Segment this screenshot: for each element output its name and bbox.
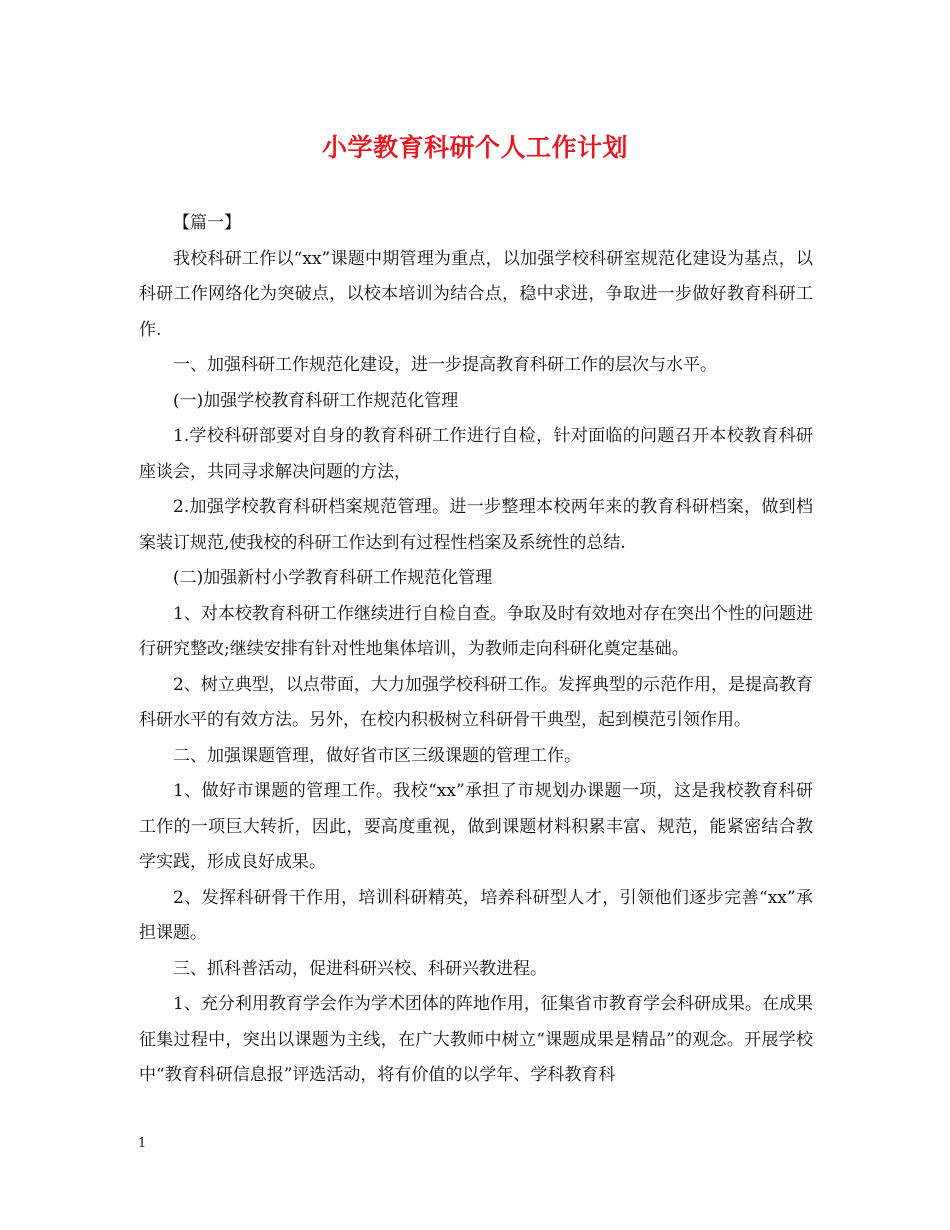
paragraph-subheading-2: (二)加强新村小学教育科研工作规范化管理 [173,568,493,588]
document-title: 小学教育科研个人工作计划 [321,133,628,162]
paragraph-subheading-1: (一)加强学校教育科研工作规范化管理 [173,390,459,411]
paragraph-heading-3: 三、抓科普活动，促进科研兴校、科研兴教进程。 [173,958,547,979]
paragraph: 1、充分利用教育学会作为学术团体的阵地作用，征集省市教育学会科研成果。在成果征集过程中，突出以课题为主线，在广大教师中树立“课题成果是精品”的观念。开展学校中“教育科研信息报”评选活动，将有价值的以学年、学科教育科 [139,994,813,1085]
paragraph: 1、对本校教育科研工作继续进行自检自查。争取及时有效地对存在突出个性的问题进行研究整改;继续安排有针对性地集体培训，为教师走向科研化奠定基础。 [139,603,813,659]
paragraph: 2.加强学校教育科研档案规范管理。进一步整理本校两年来的教育科研档案，做到档案装订规范,使我校的科研工作达到有过程性档案及系统性的总结. [139,497,813,553]
paragraph-heading-1: 一、加强科研工作规范化建设，进一步提高教育科研工作的层次与水平。 [173,355,717,375]
paragraph: 2、树立典型，以点带面，大力加强学校科研工作。发挥典型的示范作用，是提高教育科研水平的有效方法。另外，在校内积极树立科研骨干典型，起到模范引领作用。 [139,674,813,730]
paragraph-heading-2: 二、加强课题管理，做好省市区三级课题的管理工作。 [173,745,581,766]
document-body [139,206,813,1094]
paragraph: 我校科研工作以“xx”课题中期管理为重点，以加强学校科研室规范化建设为基点，以科研工作网络化为突破点，以校本培训为结合点，稳中求进，争取进一步做好教育科研工作. [139,248,813,340]
paragraph: 1.学校科研部要对自身的教育科研工作进行自检，针对面临的问题召开本校教育科研座谈会，共同寻求解决问题的方法， [139,426,813,482]
page-number: 1 [138,1136,147,1151]
paragraph-section-label: 【篇一】 [173,213,241,233]
paragraph: 1、做好市课题的管理工作。我校“xx”承担了市规划办课题一项，这是我校教育科研工作的一项巨大转折，因此，要高度重视，做到课题材料积累丰富、规范，能紧密结合教学实践，形成良好成果。 [139,781,813,872]
paragraph: 2、发挥科研骨干作用，培训科研精英，培养科研型人才，引领他们逐步完善“xx”承担课题。 [139,887,813,943]
